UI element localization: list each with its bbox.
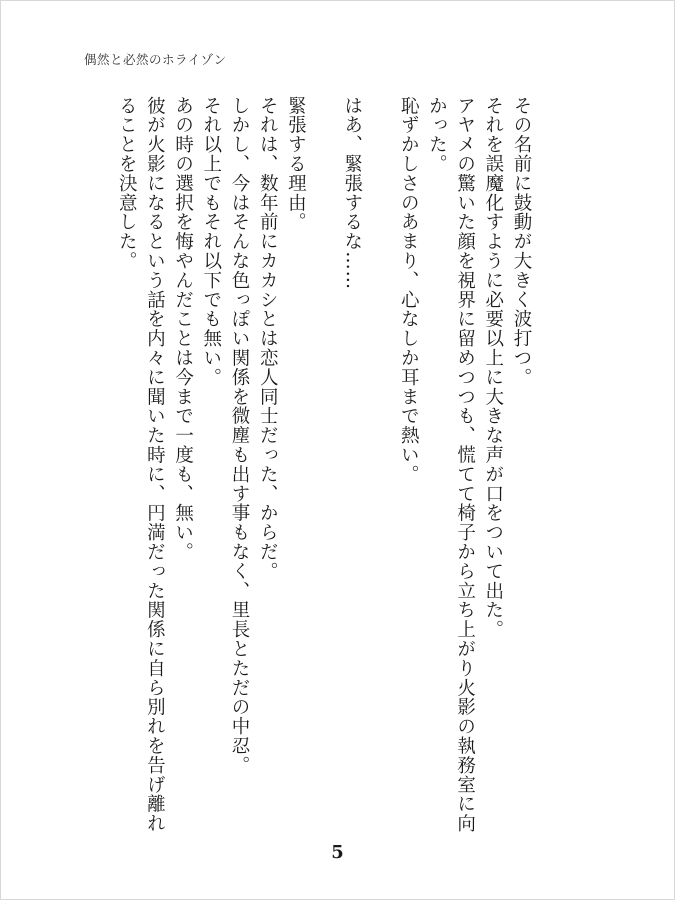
text-line: それ以上でもそれ以下でも無い。: [200, 96, 222, 387]
blank-line: [366, 96, 394, 836]
text-line: あの時の選択を悔やんだことは今まで一度も、無い。: [172, 96, 194, 562]
body-text: [95, 96, 535, 836]
text-line: それは、数年前にカカシとは恋人同士だった、からだ。: [257, 96, 279, 581]
text-line: ることを決意した。: [116, 96, 138, 271]
page-number: 5: [331, 842, 344, 863]
text-line: かった。: [426, 96, 448, 174]
text-line: しかし、今はそんな色っぽい関係を微塵も出す事もなく、里長とただの中忍。: [229, 96, 250, 775]
text-line: アヤメの驚いた顔を視界に留めつつも、慌てて椅子から立ち上がり火影の執務室に向: [454, 96, 476, 834]
text-line: はあ、緊張するな……: [341, 96, 363, 290]
text-line: 恥ずかしさのあまり、心なしか耳まで熱い。: [398, 96, 420, 484]
text-line: 彼が火影になるという話を内々に聞いた時に、円満だった関係に自ら別れを告げ離れ: [144, 96, 166, 834]
text-line: その名前に鼓動が大きく波打つ。: [511, 96, 532, 387]
running-header: 偶然と必然のホライゾン: [84, 52, 227, 67]
blank-line: [309, 96, 337, 836]
text-line: 緊張する理由。: [285, 96, 307, 232]
text-line: それを誤魔化すように必要以上に大きな声が口をついて出た。: [482, 96, 504, 640]
